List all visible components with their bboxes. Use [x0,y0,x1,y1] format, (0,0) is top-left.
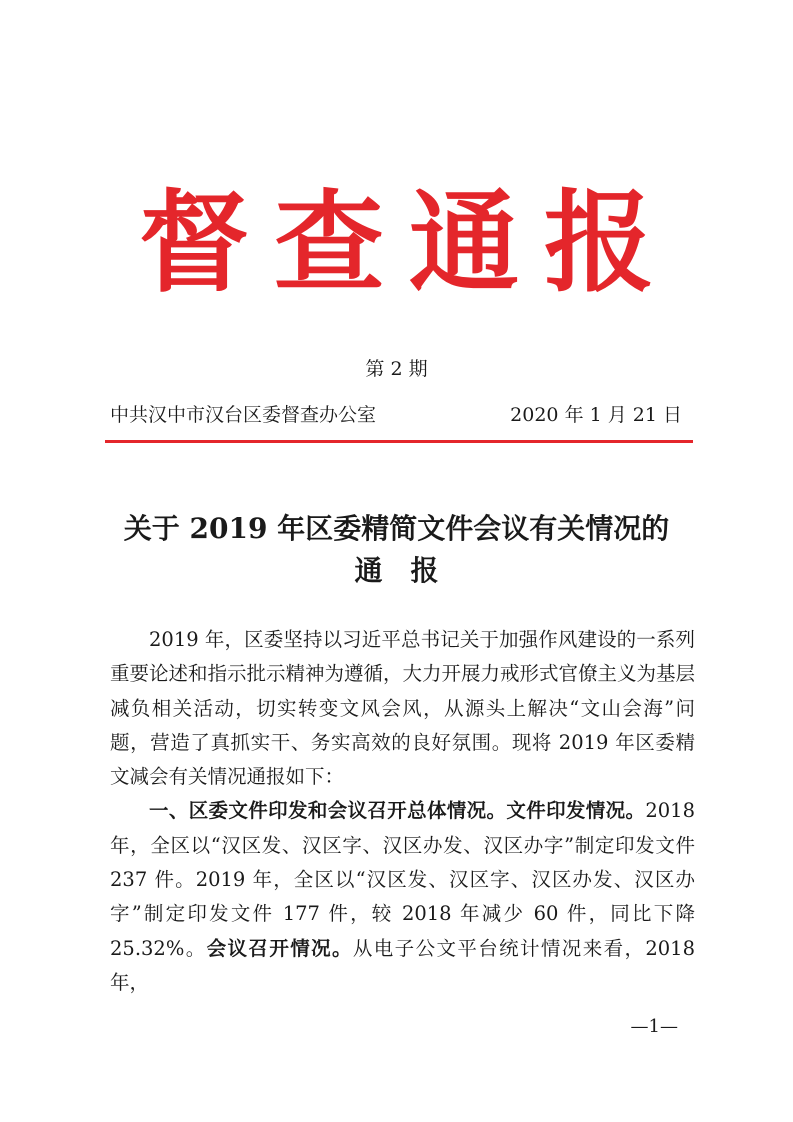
title-line-1: 关于 2019 年区委精简文件会议有关情况的 [123,512,670,545]
subheading-documents: 文件印发情况。 [506,799,646,823]
document-body [110,623,695,1000]
masthead-char: 查 [274,178,384,307]
paragraph-section-1 [110,794,695,1000]
document-title [100,508,693,592]
section-text-documents: 2018 年，全区以“汉区发、汉区字、汉区办发、汉区办字”制定印发文件 237 件。2019 年，全区以“汉区发、汉区字、汉区办发、汉区办字”制定印发文件 177 件，较 2018 年减少 60 件，同比下降 25.32%。 [110,799,695,960]
section-text-meetings: 从电子公文平台统计情况来看，2018 年， [110,936,695,994]
section-heading: 一、区委文件印发和会议召开总体情况。 [149,799,507,823]
issuing-office: 中共汉中市汉台区委督查办公室 [110,404,377,426]
paragraph-intro: 2019 年，区委坚持以习近平总书记关于加强作风建设的一系列重要论述和指示批示精神为遵循，大力开展力戒形式官僚主义为基层减负相关活动，切实转变文风会风，从源头上解决“文山会海”问题，营造了真抓实干、务实高效的良好氛围。现将 2019 年区委精文减会有关情况通报如下： [110,628,696,789]
masthead-char: 报 [544,178,654,307]
issue-date: 2020 年 1 月 21 日 [510,404,682,426]
masthead-char: 督 [139,178,249,307]
page-number: —1— [630,1016,678,1037]
subheading-meetings: 会议召开情况。 [206,936,353,960]
red-divider [105,440,693,443]
issue-number: 第 2 期 [365,358,428,380]
title-line-2: 通 报 [354,554,439,587]
masthead-char: 通 [409,178,519,307]
masthead-title [0,178,793,308]
